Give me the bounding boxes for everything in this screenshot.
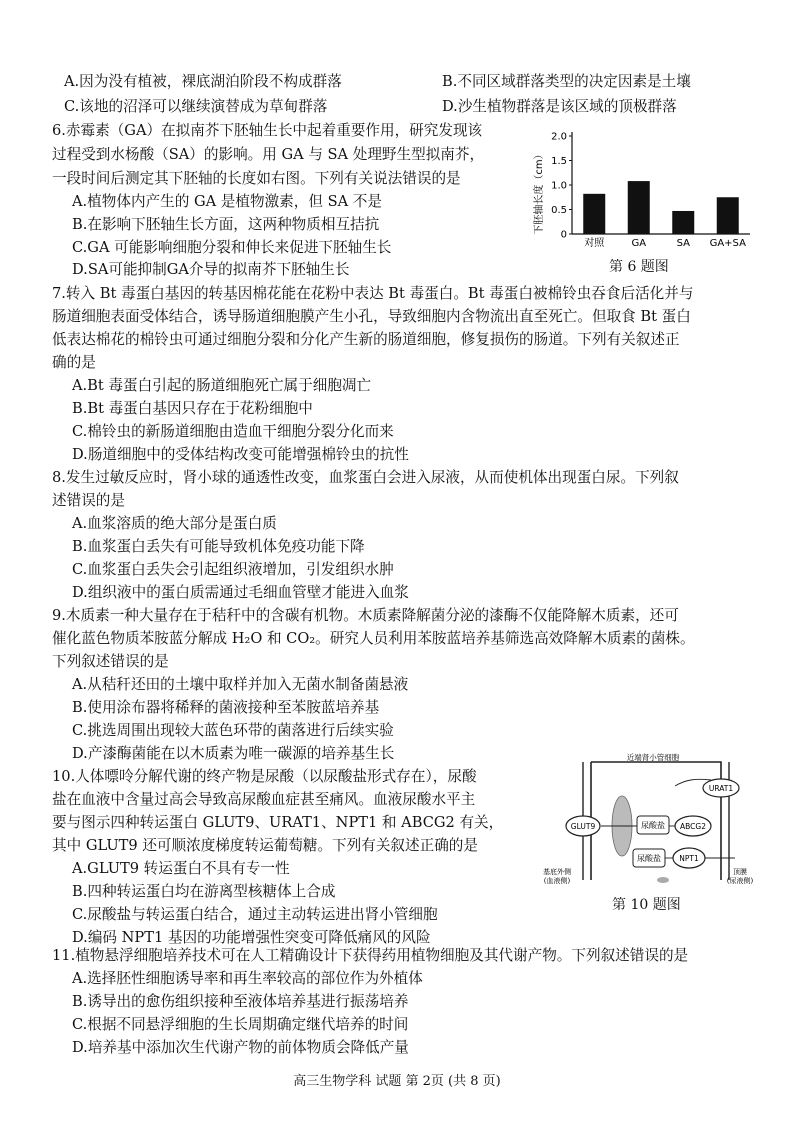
urat1-label: URAT1 — [708, 784, 734, 793]
chart-y-tick-label: 0 — [560, 229, 567, 241]
q10-stem-line2: 盐在血液中含量过高会导致高尿酸血症甚至痛风。血液尿酸水平主 — [52, 791, 476, 808]
q7-stem-line2: 肠道细胞表面受体结合，诱导肠道细胞膜产生小孔，导致细胞内含物流出直至死亡。但取食 Bt 蛋白 — [52, 308, 691, 325]
q11-option-a: A.选择胚性细胞诱导率和再生率较高的部位作为外植体 — [72, 970, 423, 987]
chart-y-ticks — [551, 132, 572, 241]
q7-stem-line3: 低表达棉花的棉铃虫可通过细胞分裂和分化产生新的肠道细胞，修复损伤的肠道。下列有关叙述正 — [52, 331, 680, 348]
q6-bar-chart — [528, 124, 758, 264]
q10-option-d: D.编码 NPT1 基因的功能增强性突变可降低痛风的风险 — [72, 929, 431, 946]
npt1-label: NPT1 — [679, 854, 699, 863]
q6-option-b: B.在影响下胚轴生长方面，这两种物质相互拮抗 — [72, 216, 380, 233]
chart-x-tick-label: GA+SA — [709, 238, 746, 249]
apical-side-label-2: (尿液侧) — [726, 877, 754, 885]
q9-option-d: D.产漆酶菌能在以木质素为唯一碳源的培养基生长 — [72, 745, 395, 762]
q5-option-a: A.因为没有植被，裸底湖泊阶段不构成群落 — [64, 73, 342, 90]
q6-option-d: D.SA可能抑制GA介导的拟南芥下胚轴生长 — [72, 261, 350, 278]
apical-side-label-1: 顶膜 — [733, 868, 747, 876]
cell-label: 近端肾小管细胞 — [626, 753, 680, 762]
basal-side-label-1: 基底外侧 — [543, 868, 571, 876]
abcg2-label: ABCG2 — [680, 822, 706, 831]
q8-option-c: C.血浆蛋白丢失会引起组织液增加，引发组织水肿 — [72, 561, 394, 578]
chart-y-tick-label: 1.0 — [551, 180, 567, 192]
chart-x-ticks — [584, 236, 746, 249]
q10-option-c: C.尿酸盐与转运蛋白结合，通过主动转运进出肾小管细胞 — [72, 906, 438, 923]
page-footer: 高三生物学科 试题 第 2页 (共 8 页) — [293, 1074, 501, 1089]
q10-stem-line1: 10.人体嘌呤分解代谢的终产物是尿酸（以尿酸盐形式存在），尿酸 — [52, 768, 477, 785]
q8-stem-line1: 8.发生过敏反应时，肾小球的通透性改变，血浆蛋白会进入尿液，从而使机体出现蛋白尿。下列叙 — [52, 469, 679, 486]
q6-option-c: C.GA 可能影响细胞分裂和伸长来促进下胚轴生长 — [72, 239, 392, 256]
q9-option-c: C.挑选周围出现较大蓝色环带的菌落进行后续实验 — [72, 722, 394, 739]
q11-stem-line1: 11.植物悬浮细胞培养技术可在人工精确设计下获得药用植物细胞及其代谢产物。下列叙述错误的是 — [52, 947, 689, 964]
q9-stem-line3: 下列叙述错误的是 — [52, 653, 169, 670]
q11-option-c: C.根据不同悬浮细胞的生长周期确定继代培养的时间 — [72, 1016, 409, 1033]
basal-side-label-2: (血液侧) — [543, 877, 571, 885]
urate-label-2: 尿酸盐 — [637, 854, 661, 863]
q6-figure-caption: 第 6 题图 — [609, 259, 669, 275]
q9-option-a: A.从秸秆还田的土壤中取样并加入无菌水制备菌悬液 — [72, 676, 409, 693]
q9-stem-line2: 催化蓝色物质苯胺蓝分解成 H₂O 和 CO₂。研究人员利用苯胺蓝培养基筛选高效降解木质素的菌株。 — [52, 630, 695, 647]
q10-stem-line4: 其中 GLUT9 还可顺浓度梯度转运葡萄糖。下列有关叙述正确的是 — [52, 837, 478, 854]
q10-transporter-diagram — [535, 752, 754, 887]
q7-option-d: D.肠道细胞中的受体结构改变可能增强棉铃虫的抗性 — [72, 446, 409, 463]
q7-option-b: B.Bt 毒蛋白基因只存在于花粉细胞中 — [72, 400, 313, 417]
q7-option-a: A.Bt 毒蛋白引起的肠道细胞死亡属于细胞凋亡 — [72, 377, 372, 394]
q11-option-d: D.培养基中添加次生代谢产物的前体物质会降低产量 — [72, 1039, 409, 1056]
chart-y-tick-label: 1.5 — [551, 156, 567, 167]
q6-stem-line2: 过程受到水杨酸（SA）的影响。用 GA 与 SA 处理野生型拟南芥， — [52, 146, 485, 163]
q7-stem-line1: 7.转入 Bt 毒蛋白基因的转基因棉花能在花粉中表达 Bt 毒蛋白。Bt 毒蛋白被棉铃虫吞食后活化并与 — [52, 285, 694, 302]
q8-stem-line2: 述错误的是 — [52, 492, 125, 509]
q11-option-b: B.诱导出的愈伤组织接种至液体培养基进行振荡培养 — [72, 993, 409, 1010]
q10-option-a: A.GLUT9 转运蛋白不具有专一性 — [72, 860, 290, 877]
q9-option-b: B.使用涂布器将稀释的菌液接种至苯胺蓝培养基 — [72, 699, 380, 716]
q8-option-b: B.血浆蛋白丢失有可能导致机体免疫功能下降 — [72, 538, 365, 555]
chart-bar — [583, 194, 605, 234]
q5-option-b: B.不同区域群落类型的决定因素是土壤 — [442, 73, 691, 90]
q8-option-a: A.血浆溶质的绝大部分是蛋白质 — [72, 515, 277, 532]
q6-option-a: A.植物体内产生的 GA 是植物激素，但 SA 不是 — [72, 193, 382, 210]
chart-bars — [583, 181, 739, 234]
chart-x-tick-label: GA — [631, 238, 647, 249]
q6-stem-line3: 一段时间后测定其下胚轴的长度如右图。下列有关说法错误的是 — [52, 170, 461, 187]
q8-option-d: D.组织液中的蛋白质需通过毛细血管壁才能进入血浆 — [72, 584, 409, 601]
glut9-label: GLUT9 — [570, 822, 596, 831]
q7-stem-line4: 确的是 — [52, 354, 96, 371]
q10-figure-caption: 第 10 题图 — [612, 897, 681, 913]
chart-bar — [672, 211, 694, 234]
chart-y-tick-label: 0.5 — [551, 205, 567, 216]
urate-label-1: 尿酸盐 — [641, 821, 665, 830]
q5-option-d: D.沙生植物群落是该区域的顶极群落 — [442, 98, 677, 115]
chart-y-tick-label: 2.0 — [551, 131, 567, 143]
q10-stem-line3: 要与图示四种转运蛋白 GLUT9、URAT1、NPT1 和 ABCG2 有关， — [52, 814, 504, 831]
chart-y-axis-label: 下胚轴长度（cm） — [534, 149, 545, 235]
q6-stem-line1: 6.赤霉素（GA）在拟南芥下胚轴生长中起着重要作用，研究发现该 — [52, 122, 483, 139]
chart-bar — [628, 181, 650, 234]
q10-option-b: B.四种转运蛋白均在游离型核糖体上合成 — [72, 883, 336, 900]
q7-option-c: C.棉铃虫的新肠道细胞由造血干细胞分裂分化而来 — [72, 423, 394, 440]
chart-bar — [717, 197, 739, 234]
q9-stem-line1: 9.木质素一种大量存在于秸秆中的含碳有机物。木质素降解菌分泌的漆酶不仅能降解木质素，还可 — [52, 607, 679, 624]
chart-x-tick-label: 对照 — [584, 238, 605, 249]
q5-option-c: C.该地的沼泽可以继续演替成为草甸群落 — [64, 98, 328, 115]
chart-x-tick-label: SA — [676, 238, 690, 249]
nucleus-small — [657, 877, 669, 883]
